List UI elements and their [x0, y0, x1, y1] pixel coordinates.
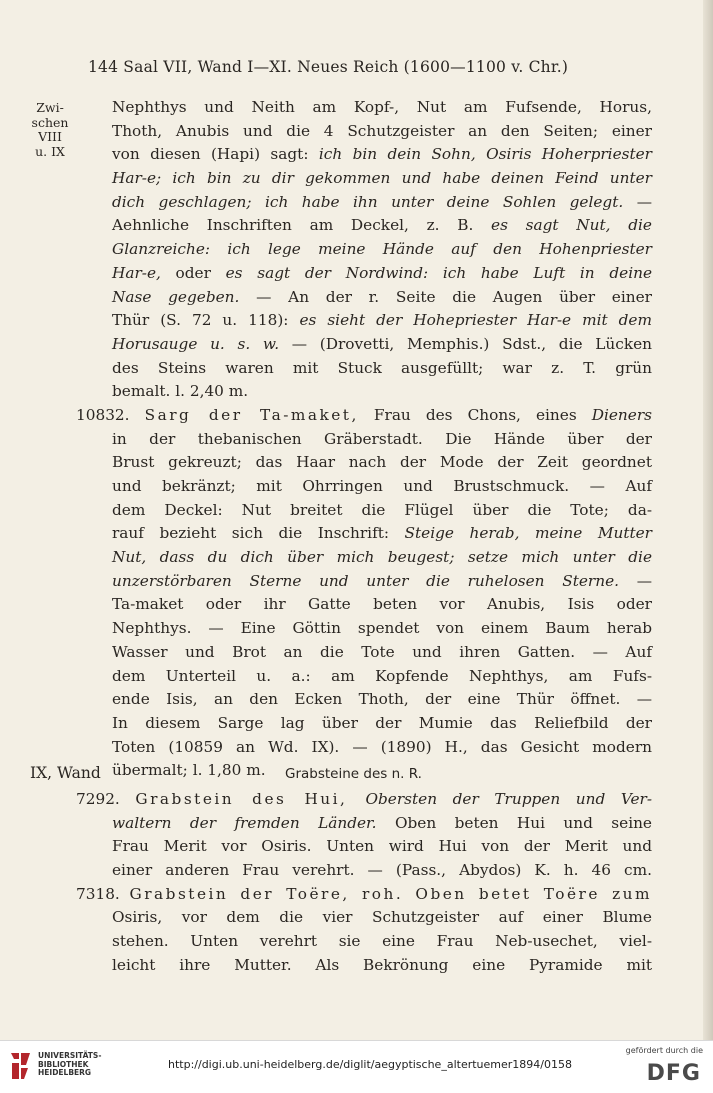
text-run: stehen. Unten verehrt sie eine Frau Neb-usechet, viel- — [112, 932, 652, 951]
entry-number: 7292. — [76, 790, 120, 808]
text-run: Aehnliche Inschriften am Deckel, z. B. — [112, 216, 492, 235]
text-line — [112, 238, 652, 262]
text-run: Frau Merit vor Osiris. Unten wird Hui von der Merit und — [112, 837, 652, 856]
text-run: einer anderen Frau verehrt. — (Pass., Abydos) K. h. 46 cm. — [112, 861, 652, 880]
funding-note: gefördert durch die — [625, 1046, 703, 1055]
italic-run: Horusauge u. s. w. — [112, 334, 280, 353]
italic-run: Obersten der Truppen und Ver- — [365, 790, 652, 808]
italic-run: es sagt Nut, die — [491, 216, 652, 235]
margin-note-line: VIII — [38, 129, 62, 144]
dfg-logo: DFG — [646, 1061, 701, 1086]
text-line — [112, 641, 652, 665]
text-line — [112, 380, 652, 404]
italic-run: ich bin dein Sohn, Osiris Hoherpriester — [318, 145, 652, 164]
text-line — [112, 499, 652, 523]
text-run: Brust gekreuzt; das Haar nach der Mode der Zeit geordnet — [112, 453, 652, 472]
text-run: oder — [160, 263, 226, 282]
italic-run: Dieners — [591, 405, 652, 424]
text-run: Oben beten Hui und seine — [376, 813, 652, 832]
text-line — [112, 736, 652, 760]
italic-run: Glanzreiche: ich lege meine Hände auf den Hohenpriester — [112, 240, 652, 259]
entry-number: 10832. — [76, 405, 130, 424]
text-run: dem Deckel: Nut breitet die Flügel über die Tote; da- — [112, 500, 652, 519]
text-line — [112, 712, 652, 736]
text-run: rauf bezieht sich die Inschrift: — [112, 524, 405, 543]
text-line — [112, 522, 652, 546]
margin-note-line: Zwi- — [36, 100, 64, 115]
text-run: leicht ihre Mutter. Als Bekrönung eine Pyramide mit — [112, 955, 652, 974]
text-run: — An der r. Seite die Augen über einer — [239, 287, 652, 306]
text-line — [112, 688, 652, 712]
text-line — [112, 930, 652, 954]
margin-note — [24, 101, 76, 159]
page-edge — [703, 0, 713, 1040]
library-name-line: BIBLIOTHEK — [38, 1059, 89, 1069]
entry-title: Grabstein des Hui, — [135, 790, 366, 808]
text-line — [112, 357, 652, 381]
permalink[interactable]: http://digi.ub.uni-heidelberg.de/diglit/aegyptische_altertuemer1894/0158 — [168, 1058, 572, 1071]
text-line — [112, 570, 652, 594]
library-name-line: UNIVERSITÄTS- — [38, 1051, 102, 1060]
main-text — [76, 96, 652, 783]
text-line — [112, 954, 652, 978]
text-run: Ta-maket oder ihr Gatte beten vor Anubis, Isis oder — [112, 595, 652, 614]
text-line — [112, 428, 652, 452]
text-run: Nephthys und Neith am Kopf-, Nut am Fufsende, Horus, — [112, 98, 652, 116]
text-line — [112, 859, 652, 883]
margin-note-line: u. IX — [35, 143, 65, 159]
text-line — [112, 309, 652, 333]
text-line — [112, 617, 652, 641]
text-run: — — [623, 192, 652, 211]
entry-title: Sarg der Ta-maket, — [144, 405, 359, 424]
text-line — [112, 475, 652, 499]
text-line — [112, 191, 652, 215]
italic-run: Nut, dass du dich über mich beugest; setze mich unter die — [112, 548, 652, 567]
text-run: übermalt; l. 1,80 m. — [112, 761, 266, 780]
text-run: Toten (10859 an Wd. IX). — (1890) H., das Gesicht modern — [112, 737, 652, 756]
entry-number: 7318. — [76, 884, 120, 903]
text-run: in der thebanischen Gräberstadt. Die Hände über der — [112, 429, 652, 448]
stele-entries — [76, 788, 652, 978]
text-line — [112, 835, 652, 859]
section-wall-label: IX, Wand — [30, 764, 101, 782]
entry-7318-first-line — [76, 883, 652, 907]
text-run: von diesen (Hapi) sagt: — [112, 145, 319, 164]
italic-run: Har-e, — [112, 263, 161, 282]
text-line — [112, 262, 652, 286]
italic-run: es sagt der Nordwind: ich habe Luft in deine — [225, 263, 652, 282]
text-run: In diesem Sarge lag über der Mumie das Reliefbild der — [112, 713, 652, 732]
section-title: Grabsteine des n. R. — [285, 766, 422, 782]
text-line — [112, 96, 652, 120]
text-line — [112, 333, 652, 357]
italic-run: Steige herab, meine Mutter — [404, 524, 652, 543]
text-line — [112, 593, 652, 617]
entry-7292-first-line — [76, 788, 652, 812]
text-run: Thür (S. 72 u. 118): — [112, 311, 300, 330]
viewer-footer — [0, 1040, 713, 1093]
text-line — [112, 451, 652, 475]
text-line — [112, 143, 652, 167]
text-run: bemalt. l. 2,40 m. — [112, 382, 249, 401]
text-line — [112, 120, 652, 144]
italic-run: es sieht der Hohepriester Har-e mit dem — [299, 311, 652, 330]
text-run: — (Drovetti, Memphis.) Sdst., die Lücken — [279, 334, 652, 353]
text-run: — — [619, 571, 652, 590]
text-line — [112, 214, 652, 238]
margin-note-line: schen — [31, 114, 69, 130]
library-name — [38, 1052, 101, 1078]
text-line — [112, 665, 652, 689]
text-line — [112, 906, 652, 930]
text-line — [112, 546, 652, 570]
text-run: ende Isis, an den Ecken Thoth, der eine Thür öffnet. — — [112, 690, 652, 709]
text-run: und bekränzt; mit Ohrringen und Brustschmuck. — Auf — [112, 477, 652, 495]
text-run: Frau des Chons, eines — [373, 405, 592, 424]
text-line — [112, 167, 652, 191]
page-header: 144 Saal VII, Wand I—XI. Neues Reich (1600—1100 v. Chr.) — [88, 58, 569, 76]
text-run: Osiris, vor dem die vier Schutzgeister auf einer Blume — [112, 908, 652, 927]
text-run: Thoth, Anubis und die 4 Schutzgeister an den Seiten; einer — [112, 121, 652, 140]
text-run: Wasser und Brot an die Tote und ihren Gatten. — Auf — [112, 642, 652, 661]
university-library-logo-icon — [8, 1049, 34, 1083]
italic-run: dich geschlagen; ich habe ihn unter deine Sohlen gelegt. — [112, 192, 624, 211]
italic-run: unzerstörbaren Sterne und unter die ruhelosen Sterne. — [112, 571, 619, 590]
text-line — [112, 812, 652, 836]
text-run: Nephthys. — Eine Göttin spendet von einem Baum herab — [112, 619, 652, 638]
italic-run: Nase gegeben. — [112, 287, 240, 306]
text-line — [112, 286, 652, 310]
entry-title: Grabstein der Toëre, roh. Oben betet Toëre zum — [129, 884, 652, 903]
text-run: des Steins waren mit Stuck ausgefüllt; war z. T. grün — [112, 358, 652, 377]
text-run: dem Unterteil u. a.: am Kopfende Nephthys, am Fufs- — [112, 666, 652, 685]
italic-run: Har-e; ich bin zu dir gekommen und habe deinen Feind unter — [112, 169, 652, 188]
entry-10832-first-line — [76, 404, 652, 428]
library-name-line: HEIDELBERG — [38, 1068, 92, 1077]
italic-run: waltern der fremden Länder. — [112, 813, 377, 832]
